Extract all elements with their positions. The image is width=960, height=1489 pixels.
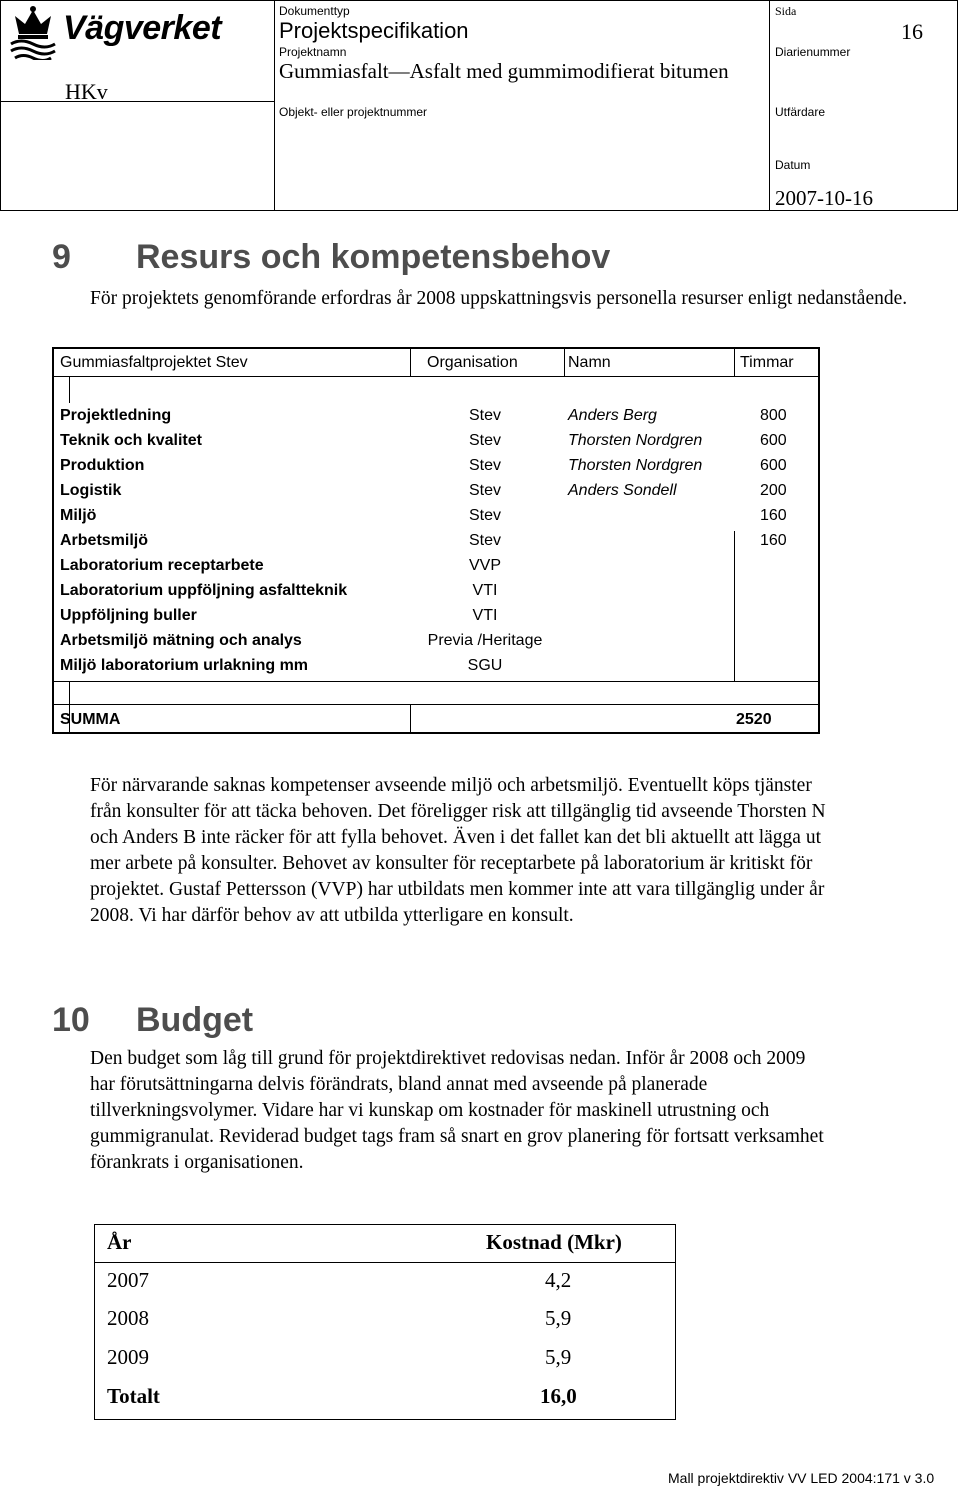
text-line: 2008. Vi har därför behov av att utbilda ytterligare en konsult. (90, 905, 574, 926)
row-organisation: VTI (472, 607, 498, 624)
row-organisation: Stev (468, 407, 501, 424)
budget-year: 2007 (107, 1268, 149, 1292)
section-10-title: Budget (136, 1001, 254, 1039)
text-line: tillverkningsvolymer. Vidare har vi kunskap om kostnader för maskinell utrustning och (90, 1100, 770, 1121)
budget-cost: 5,9 (545, 1306, 572, 1330)
row-task: Arbetsmiljö mätning och analys (60, 632, 302, 649)
text-line: projektet. Gustaf Pettersson (VVP) har utbildats men kommer inte att vara tillgänglig under år (90, 879, 825, 900)
budget-table (94, 1224, 676, 1420)
row-hours: 600 (760, 457, 787, 474)
row-hours: 800 (760, 407, 787, 424)
budget-header-cost: Kostnad (Mkr) (486, 1230, 622, 1254)
col-header-organisation: Organisation (427, 354, 518, 371)
row-name: Thorsten Nordgren (568, 457, 703, 474)
row-task: Arbetsmiljö (60, 532, 149, 549)
budget-year: 2009 (107, 1345, 149, 1369)
row-task: Uppföljning buller (60, 607, 197, 624)
budget-cost: 5,9 (545, 1345, 572, 1369)
text-line: från konsulter för att täcka behoven. Det föreligger risk att tillgänglig tid avseende Thorsten N (90, 801, 826, 822)
budget-year: 2008 (107, 1306, 149, 1330)
projname-value: Gummiasfalt—Asfalt med gummimodifierat bitumen (279, 59, 729, 83)
objekt-label: Objekt- eller projektnummer (279, 105, 428, 119)
col-header-name: Namn (568, 354, 611, 371)
page-number: 16 (901, 19, 923, 44)
brand-name: Vägverket (63, 9, 222, 47)
unit-label: HKv (65, 79, 108, 104)
doctype-label: Dokumenttyp (279, 4, 350, 18)
row-hours: 160 (760, 507, 787, 524)
budget-header-year: År (107, 1230, 132, 1254)
section-10-body (90, 1046, 950, 1176)
row-organisation: Stev (468, 432, 501, 449)
footer-template-ref: Mall projektdirektiv VV LED 2004:171 v 3.0 (668, 1470, 935, 1486)
row-task: Teknik och kvalitet (60, 432, 202, 449)
col-header-hours: Timmar (740, 354, 794, 371)
row-name: Thorsten Nordgren (568, 432, 703, 449)
row-organisation: Stev (468, 532, 501, 549)
text-line: Den budget som låg till grund för projektdirektivet redovisas nedan. Inför år 2008 och 2009 (90, 1048, 806, 1069)
row-hours: 200 (760, 482, 787, 499)
text-line: och Anders B inte räcker för att fylla behovet. Även i det fallet kan det bli aktuellt att lägga ut (90, 827, 822, 848)
row-organisation: Stev (468, 482, 501, 499)
row-task: Projektledning (60, 407, 172, 424)
section-9-title: Resurs och kompetensbehov (136, 238, 611, 276)
sum-value: 2520 (736, 711, 772, 728)
text-line: För närvarande saknas kompetenser avseende miljö och arbetsmiljö. Eventuellt köps tjänster (90, 775, 812, 796)
row-hours: 160 (760, 532, 787, 549)
row-organisation: VVP (468, 557, 501, 574)
sida-label: Sida (775, 4, 797, 18)
row-organisation: Stev (468, 507, 501, 524)
row-organisation: Stev (468, 457, 501, 474)
doctype-value: Projektspecifikation (279, 18, 469, 43)
datum-label: Datum (775, 158, 811, 172)
text-line: gummigranulat. Reviderad budget tags fram så snart en grov planering för fortsatt verksamhet (90, 1126, 824, 1147)
row-name: Anders Sondell (568, 482, 677, 499)
vagverket-crown-logo-icon (9, 4, 57, 60)
section-9-body (90, 773, 950, 929)
row-organisation: SGU (467, 657, 503, 674)
section-10-number: 10 (52, 1001, 90, 1039)
resource-table (52, 347, 820, 734)
row-organisation: VTI (472, 582, 498, 599)
budget-cost: 4,2 (545, 1268, 572, 1292)
budget-total-value: 16,0 (540, 1384, 577, 1408)
projname-label: Projektnamn (279, 45, 347, 59)
datum-value: 2007-10-16 (775, 186, 873, 210)
sum-label: SUMMA (60, 711, 121, 728)
row-name: Anders Berg (568, 407, 657, 424)
text-line: förankrats i organisationen. (90, 1152, 304, 1173)
section-9-number: 9 (52, 238, 71, 276)
row-task: Laboratorium receptarbete (60, 557, 264, 574)
col-header-project: Gummiasfaltprojektet Stev (60, 354, 248, 371)
row-organisation: Previa /Heritage (427, 632, 543, 649)
row-task: Laboratorium uppföljning asfaltteknik (60, 582, 348, 599)
utfardare-label: Utfärdare (775, 105, 826, 119)
row-task: Miljö laboratorium urlakning mm (60, 657, 309, 674)
diarie-label: Diarienummer (775, 45, 851, 59)
text-line: mer arbete på konsulter. Behovet av konsulter för receptarbete på laboratorium är kritiskt för (90, 853, 813, 874)
budget-total-label: Totalt (107, 1384, 160, 1408)
row-task: Miljö (60, 507, 97, 524)
row-task: Produktion (60, 457, 145, 474)
row-task: Logistik (60, 482, 122, 499)
section-9-intro: För projektets genomförande erfordras år 2008 uppskattningsvis personella resurser enligt nedanstående. (90, 288, 908, 309)
text-line: har förutsättningarna delvis förändrats, bland annat med avseende på planerade (90, 1074, 708, 1095)
document-header (0, 0, 958, 211)
row-hours: 600 (760, 432, 787, 449)
